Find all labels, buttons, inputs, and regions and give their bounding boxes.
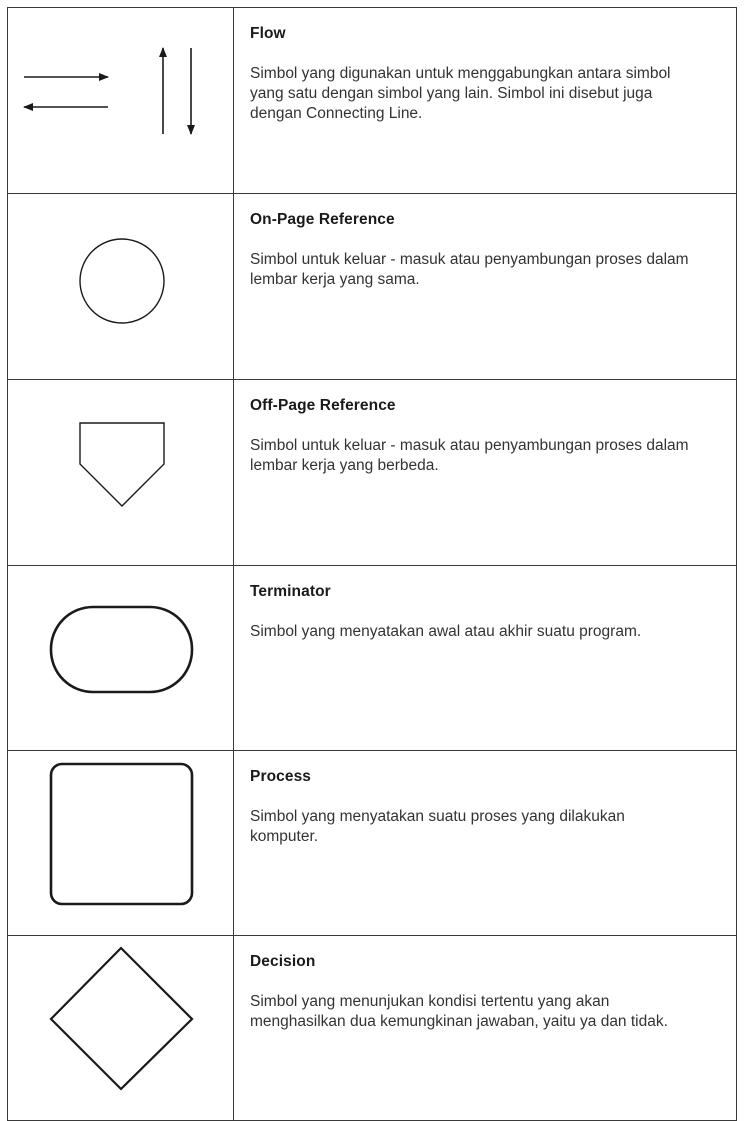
symbol-description: Simbol untuk keluar - masuk atau penyambungan proses dalam lembar kerja yang berbeda. xyxy=(250,437,689,474)
symbol-title: Off-Page Reference xyxy=(250,397,396,414)
flow-arrows-icon xyxy=(8,8,233,176)
symbol-title: Process xyxy=(250,768,312,785)
flowchart-symbols-table xyxy=(7,7,737,1121)
pentagon-connector-icon xyxy=(8,380,233,548)
symbol-description: Simbol yang menyatakan awal atau akhir suatu program. xyxy=(250,623,642,640)
symbol-cell-decision xyxy=(8,936,234,1121)
symbol-title: Decision xyxy=(250,953,316,970)
symbol-description: Simbol yang digunakan untuk menggabungkan antara simbol yang satu dengan simbol yang lain. Simbol ini disebut juga dengan Connecting Line. xyxy=(250,65,671,122)
symbol-description: Simbol untuk keluar - masuk atau penyambungan proses dalam lembar kerja yang sama. xyxy=(250,251,689,288)
flowchart-symbols-sheet xyxy=(7,7,737,1030)
symbol-title: Flow xyxy=(250,25,286,42)
description-cell-flow xyxy=(234,8,737,194)
symbol-cell-process xyxy=(8,751,234,936)
symbol-cell-off-page-reference xyxy=(8,380,234,566)
symbol-description: Simbol yang menyatakan suatu proses yang dilakukan komputer. xyxy=(250,808,625,845)
circle-connector-icon xyxy=(8,194,233,362)
table-row-decision xyxy=(8,936,737,1121)
description-cell-on-page-reference xyxy=(234,194,737,380)
diamond-decision-icon xyxy=(8,936,233,1103)
table-row-off-page-reference xyxy=(8,380,737,566)
table-row-flow xyxy=(8,8,737,194)
rounded-terminator-icon xyxy=(8,566,233,733)
rounded-rectangle-process-icon xyxy=(8,751,233,918)
description-cell-terminator xyxy=(234,566,737,751)
symbol-description: Simbol yang menunjukan kondisi tertentu yang akan menghasilkan dua kemungkinan jawaban, yaitu ya dan tidak. xyxy=(250,993,668,1030)
symbol-cell-flow xyxy=(8,8,234,194)
table-row-on-page-reference xyxy=(8,194,737,380)
table-row-process xyxy=(8,751,737,936)
symbol-title: Terminator xyxy=(250,583,331,600)
description-cell-process xyxy=(234,751,737,936)
symbol-cell-on-page-reference xyxy=(8,194,234,380)
symbol-title: On-Page Reference xyxy=(250,211,395,228)
description-cell-decision xyxy=(234,936,737,1121)
symbol-cell-terminator xyxy=(8,566,234,751)
description-cell-off-page-reference xyxy=(234,380,737,566)
table-row-terminator xyxy=(8,566,737,751)
